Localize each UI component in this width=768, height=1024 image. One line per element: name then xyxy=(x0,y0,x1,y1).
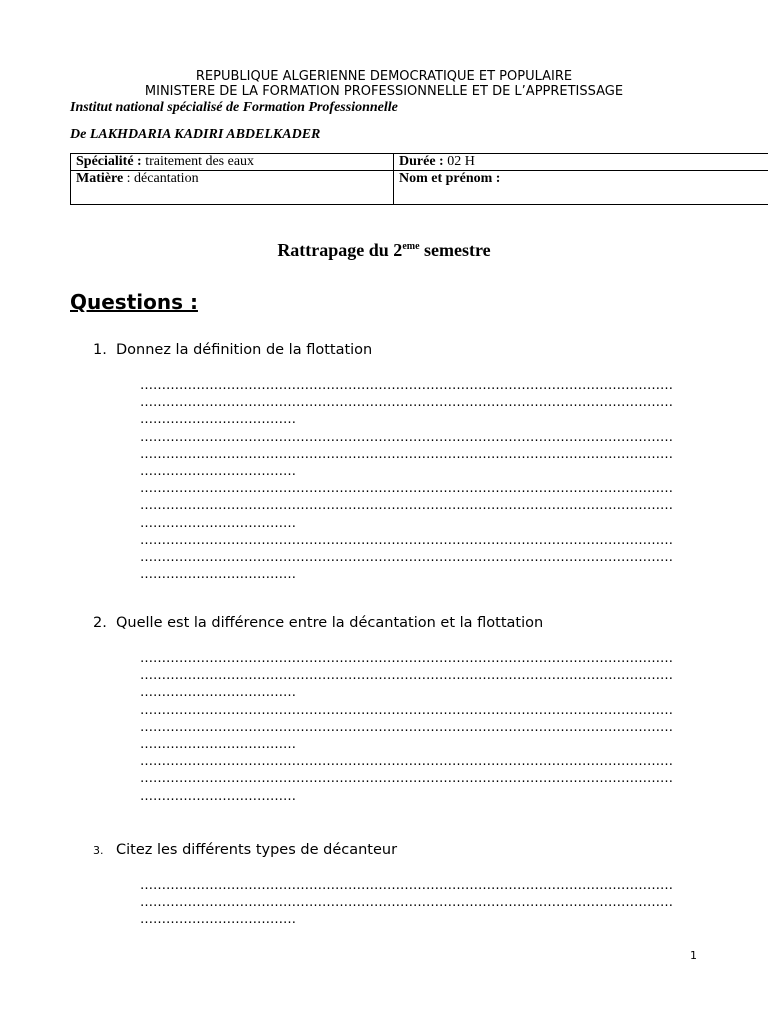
answer-line: ……………………………… xyxy=(140,515,296,531)
header-ministry: MINISTERE DE LA FORMATION PROFESSIONNELLE ET DE L’APPRETISSAGE xyxy=(144,84,624,99)
duration-label: Durée : xyxy=(399,154,444,169)
subject-label: Matière xyxy=(76,171,124,186)
questions-heading: Questions : xyxy=(70,290,198,314)
answer-line: ……………………………… xyxy=(140,737,296,753)
answer-line: ……………………………… xyxy=(140,412,296,428)
answer-line: …………………………………………………………………………………………………………… xyxy=(140,702,673,718)
title-superscript: eme xyxy=(402,241,420,252)
answer-line: …………………………………………………………………………………………………………… xyxy=(140,378,673,393)
answer-line: ……………………………… xyxy=(140,464,296,480)
info-table xyxy=(70,153,768,205)
subject-cell xyxy=(71,171,394,205)
speciality-label: Spécialité : xyxy=(76,154,142,169)
answer-line: ……………………………… xyxy=(140,912,296,928)
answer-line: …………………………………………………………………………………………………………… xyxy=(140,878,673,893)
question-1-number: 1. xyxy=(93,342,107,358)
answer-line: …………………………………………………………………………………………………………… xyxy=(140,429,673,445)
answer-line: …………………………………………………………………………………………………………… xyxy=(140,754,673,770)
answer-block-3 xyxy=(70,877,673,929)
question-1 xyxy=(93,342,372,358)
answer-line: ……………………………… xyxy=(140,567,296,583)
answer-line: …………………………………………………………………………………………………………… xyxy=(140,532,673,548)
answer-line: …………………………………………………………………………………………………………… xyxy=(140,481,673,497)
answer-line: …………………………………………………………………………………………………………… xyxy=(140,550,673,566)
title-suffix: semestre xyxy=(419,240,491,260)
header-location: De LAKHDARIA KADIRI ABDELKADER xyxy=(70,127,321,142)
exam-title xyxy=(0,240,768,261)
question-2 xyxy=(93,615,543,631)
answer-line: …………………………………………………………………………………………………………… xyxy=(140,498,673,514)
answer-line: …………………………………………………………………………………………………………… xyxy=(140,771,673,787)
question-3-number: 3. xyxy=(93,844,104,857)
question-2-number: 2. xyxy=(93,615,107,631)
name-label: Nom et prénom : xyxy=(399,171,501,186)
answer-line: …………………………………………………………………………………………………………… xyxy=(140,668,673,684)
duration-cell xyxy=(394,154,768,171)
answer-line: …………………………………………………………………………………………………………… xyxy=(140,895,673,911)
question-3-text: Citez les différents types de décanteur xyxy=(116,842,398,858)
question-2-text: Quelle est la différence entre la décantation et la flottation xyxy=(116,615,544,631)
answer-line: …………………………………………………………………………………………………………… xyxy=(140,446,673,462)
answer-line: ……………………………… xyxy=(140,788,296,804)
speciality-value: traitement des eaux xyxy=(141,154,255,169)
header-republic: REPUBLIQUE ALGERIENNE DEMOCRATIQUE ET POPULAIRE xyxy=(195,69,573,84)
duration-value: 02 H xyxy=(443,154,475,169)
answer-line: …………………………………………………………………………………………………………… xyxy=(140,395,673,411)
answer-line: ……………………………… xyxy=(140,685,296,701)
subject-value: : décantation xyxy=(123,171,199,186)
answer-block-1 xyxy=(70,377,673,583)
answer-line: …………………………………………………………………………………………………………… xyxy=(140,651,673,666)
answer-line: …………………………………………………………………………………………………………… xyxy=(140,719,673,735)
title-prefix: Rattrapage du 2 xyxy=(277,240,403,260)
question-3 xyxy=(93,842,397,858)
header-institute: Institut national spécialisé de Formation Professionnelle xyxy=(70,100,398,115)
question-1-text: Donnez la définition de la flottation xyxy=(116,342,373,358)
speciality-cell xyxy=(71,154,394,171)
page-number: 1 xyxy=(690,949,697,962)
name-cell xyxy=(394,171,768,205)
answer-block-2 xyxy=(70,650,673,805)
